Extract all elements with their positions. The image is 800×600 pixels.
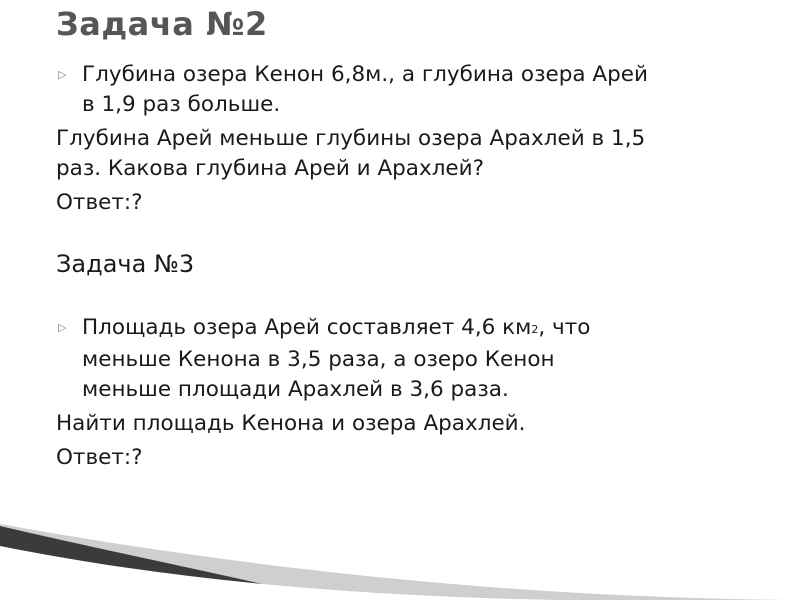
decorative-corner-wave <box>0 520 800 600</box>
task3-answer <box>56 443 766 473</box>
task3-bullet-paragraph <box>56 313 766 405</box>
task3-bullet-line-1 <box>82 313 766 345</box>
task3-bullet-line-1-tail: , что <box>538 315 591 340</box>
task3-bullet-line-1-text: Площадь озера Арей составляет 4,6 км <box>82 315 532 340</box>
hollow-triangle-bullet-icon: ▷ <box>58 68 67 81</box>
task2-answer-text: Ответ:? <box>56 190 143 215</box>
task2-bullet-paragraph <box>56 60 766 120</box>
task3-bullet-line-2: меньше Кенона в 3,5 раза, а озеро Кенон <box>82 347 555 372</box>
task3-title: Задача №3 <box>56 250 195 278</box>
task3-answer-text: Ответ:? <box>56 445 143 470</box>
task3-paragraph <box>56 409 766 439</box>
task2-paragraph-line-2: раз. Какова глубина Арей и Арахлей? <box>56 156 485 181</box>
task2-paragraph-line-1: Глубина Арей меньше глубины озера Арахлей в 1,5 <box>56 126 646 151</box>
hollow-triangle-bullet-icon: ▷ <box>58 321 67 334</box>
slide-body <box>56 60 766 473</box>
task2-paragraph <box>56 124 766 184</box>
task2-bullet-line-2: в 1,9 раз больше. <box>82 92 281 117</box>
task3-paragraph-line-1: Найти площадь Кенона и озера Арахлей. <box>56 411 526 436</box>
superscript-two: 2 <box>531 323 539 336</box>
task2-bullet-line-1: Глубина озера Кенон 6,8м., а глубина озера Арей <box>82 62 648 87</box>
slide-title: Задача №2 <box>56 5 268 43</box>
task2-answer <box>56 188 766 218</box>
task3-bullet-line-3: меньше площади Арахлей в 3,6 раза. <box>82 377 509 402</box>
